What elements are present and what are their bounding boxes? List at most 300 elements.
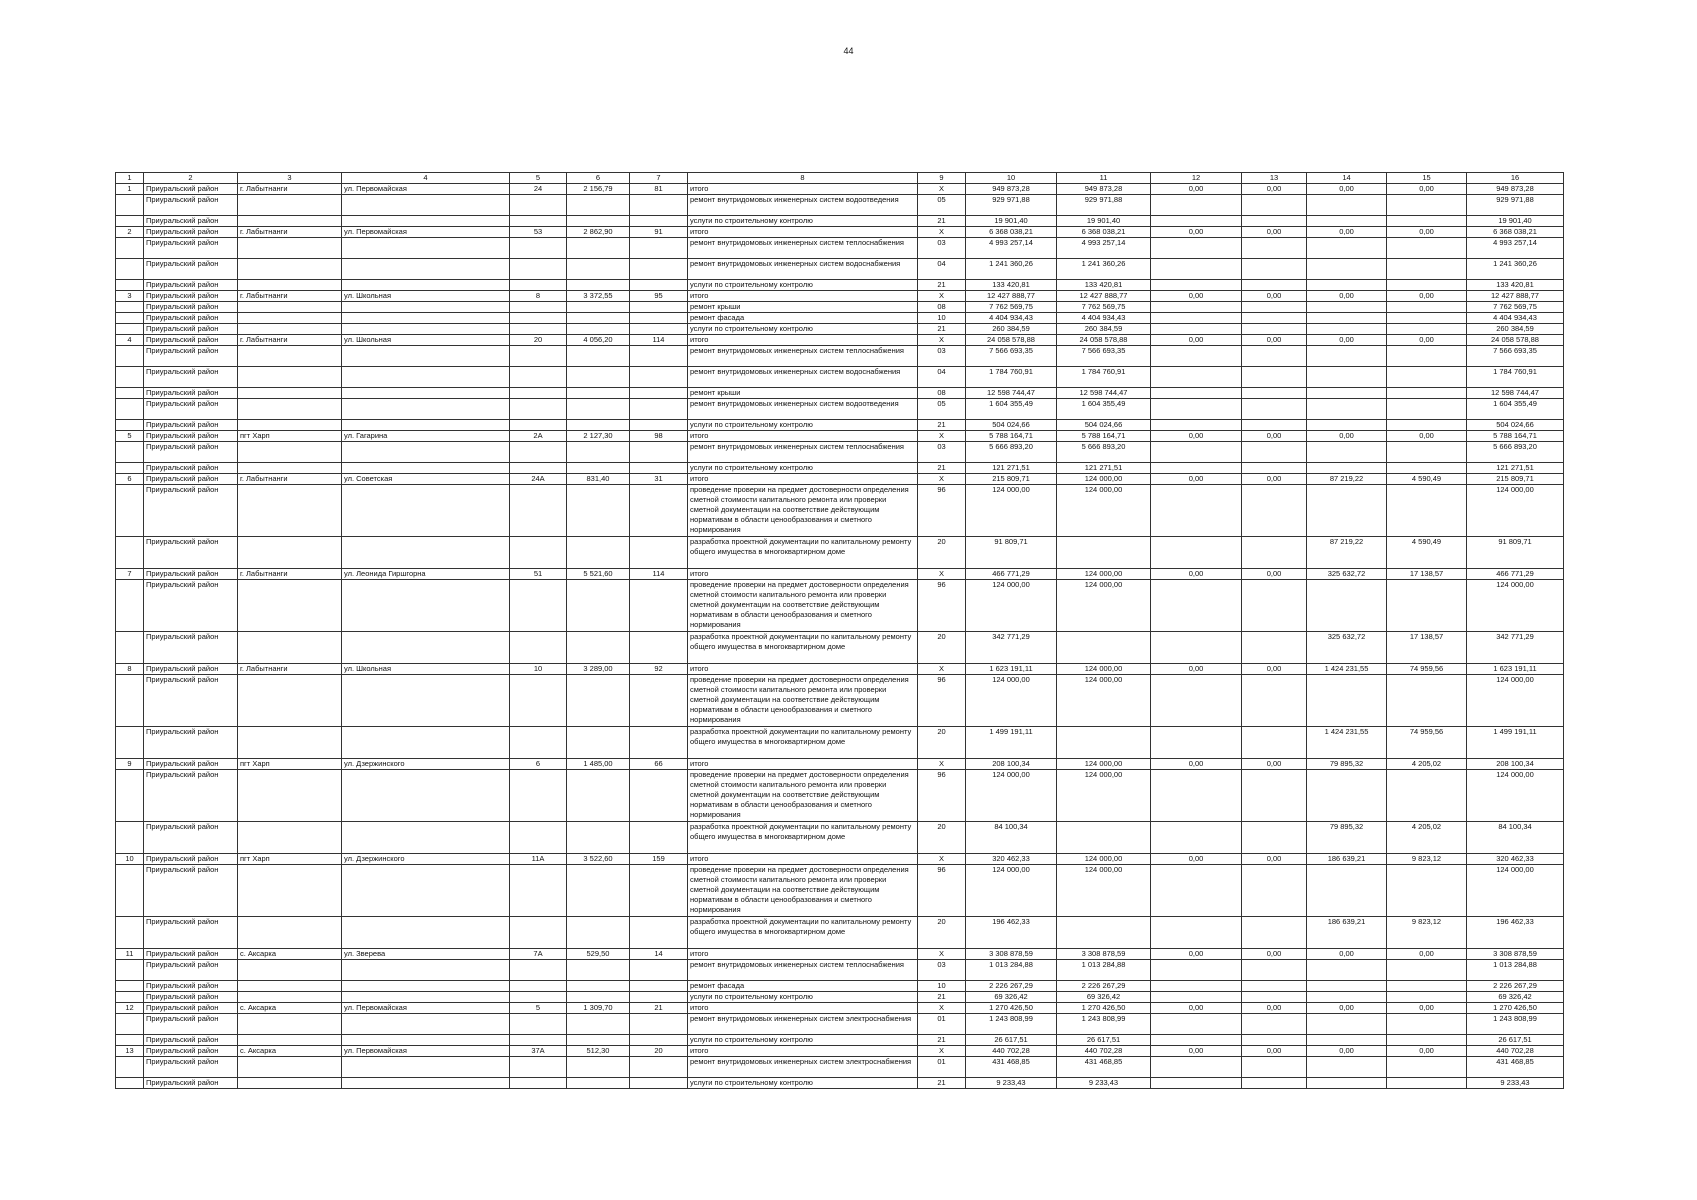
cell-num: 1 [116,184,144,195]
cell-locality: г. Лабытнанги [238,664,342,675]
cell-budget-region: 0,00 [1151,854,1242,865]
cell-fund-cost: 19 901,40 [1057,216,1151,227]
cell-work-type: ремонт внутридомовых инженерных систем электроснабжения [688,1057,918,1078]
cell-fund-cost: 2 226 267,29 [1057,981,1151,992]
cell-residents [630,917,688,949]
cell-fund-cost: 124 000,00 [1057,474,1151,485]
cell-code: 21 [918,420,966,431]
cell-house [510,727,567,759]
cell-num: 13 [116,1046,144,1057]
cell-owners-cost [1307,865,1387,917]
cell-locality: г. Лабытнанги [238,335,342,346]
cell-code: 01 [918,1014,966,1035]
cell-other-cost [1387,280,1467,291]
cell-district: Приуральский район [144,854,238,865]
cell-total-cost: 215 809,71 [966,474,1057,485]
cell-budget-region [1151,346,1242,367]
cell-budget-region [1151,960,1242,981]
cell-num [116,917,144,949]
cell-fund-cost: 124 000,00 [1057,759,1151,770]
cell-owners-cost: 0,00 [1307,949,1387,960]
cell-budget-local [1242,1035,1307,1046]
cell-street [342,1035,510,1046]
cell-total-cost: 466 771,29 [966,569,1057,580]
cell-locality [238,992,342,1003]
header-cell-3: 3 [238,173,342,184]
cell-work-type: разработка проектной документации по капитальному ремонту общего имущества в многоквартирном доме [688,537,918,569]
header-cell-15: 15 [1387,173,1467,184]
table-row [116,388,1564,399]
cell-sum-total: 4 404 934,43 [1467,313,1564,324]
table-row-total [116,431,1564,442]
cell-district: Приуральский район [144,259,238,280]
cell-num [116,632,144,664]
cell-street: ул. Зверева [342,949,510,960]
cell-area [567,367,630,388]
table-row [116,463,1564,474]
cell-fund-cost: 1 604 355,49 [1057,399,1151,420]
cell-residents: 114 [630,335,688,346]
cell-total-cost: 12 427 888,77 [966,291,1057,302]
table-row [116,917,1564,949]
cell-area [567,822,630,854]
cell-residents [630,537,688,569]
cell-code: X [918,1046,966,1057]
cell-street [342,259,510,280]
header-cell-11: 11 [1057,173,1151,184]
cell-owners-cost [1307,313,1387,324]
cell-code: X [918,759,966,770]
cell-num [116,388,144,399]
cell-sum-total: 1 013 284,88 [1467,960,1564,981]
table-row [116,1014,1564,1035]
cell-budget-local [1242,313,1307,324]
cell-owners-cost [1307,346,1387,367]
header-cell-10: 10 [966,173,1057,184]
cell-area [567,675,630,727]
cell-locality [238,313,342,324]
cell-budget-region [1151,485,1242,537]
cell-locality [238,485,342,537]
cell-work-type: услуги по строительному контролю [688,1035,918,1046]
cell-sum-total: 6 368 038,21 [1467,227,1564,238]
cell-street [342,420,510,431]
cell-total-cost: 124 000,00 [966,865,1057,917]
cell-owners-cost: 186 639,21 [1307,854,1387,865]
cell-residents [630,420,688,431]
cell-locality [238,865,342,917]
cell-street [342,388,510,399]
cell-sum-total: 7 566 693,35 [1467,346,1564,367]
header-cell-2: 2 [144,173,238,184]
cell-area [567,485,630,537]
cell-work-type: ремонт внутридомовых инженерных систем водоснабжения [688,367,918,388]
cell-other-cost: 0,00 [1387,1003,1467,1014]
cell-work-type: ремонт внутридомовых инженерных систем теплоснабжения [688,346,918,367]
table-row [116,313,1564,324]
cell-owners-cost [1307,442,1387,463]
cell-budget-local [1242,1057,1307,1078]
cell-district: Приуральский район [144,238,238,259]
cell-budget-local: 0,00 [1242,949,1307,960]
cell-residents [630,399,688,420]
cell-owners-cost: 0,00 [1307,184,1387,195]
cell-owners-cost: 0,00 [1307,1003,1387,1014]
cell-other-cost: 74 959,56 [1387,664,1467,675]
cell-house: 10 [510,664,567,675]
cell-code: 96 [918,865,966,917]
cell-work-type: ремонт внутридомовых инженерных систем теплоснабжения [688,442,918,463]
cell-locality: с. Аксарка [238,1046,342,1057]
cell-sum-total: 1 623 191,11 [1467,664,1564,675]
cell-district: Приуральский район [144,580,238,632]
cell-code: 05 [918,195,966,216]
cell-work-type: разработка проектной документации по капитальному ремонту общего имущества в многоквартирном доме [688,632,918,664]
table-row [116,259,1564,280]
cell-other-cost [1387,195,1467,216]
cell-work-type: итого [688,227,918,238]
cell-district: Приуральский район [144,291,238,302]
cell-budget-local: 0,00 [1242,1003,1307,1014]
cell-street: ул. Первомайская [342,1046,510,1057]
cell-num: 8 [116,664,144,675]
cell-budget-local: 0,00 [1242,184,1307,195]
cell-sum-total: 91 809,71 [1467,537,1564,569]
cell-residents [630,992,688,1003]
cell-street: ул. Леонида Гиршгорна [342,569,510,580]
header-cell-5: 5 [510,173,567,184]
cell-locality [238,324,342,335]
cell-locality [238,463,342,474]
cell-owners-cost [1307,195,1387,216]
cell-other-cost: 0,00 [1387,184,1467,195]
cell-area [567,259,630,280]
cell-house [510,770,567,822]
cell-other-cost [1387,302,1467,313]
cell-total-cost: 1 270 426,50 [966,1003,1057,1014]
cell-budget-local [1242,1078,1307,1089]
cell-owners-cost [1307,1014,1387,1035]
cell-budget-local [1242,632,1307,664]
cell-locality [238,388,342,399]
cell-code: 21 [918,280,966,291]
cell-work-type: услуги по строительному контролю [688,1078,918,1089]
cell-owners-cost [1307,302,1387,313]
cell-residents [630,442,688,463]
cell-residents: 98 [630,431,688,442]
header-cell-12: 12 [1151,173,1242,184]
cell-street [342,238,510,259]
cell-num [116,865,144,917]
cell-total-cost: 949 873,28 [966,184,1057,195]
cell-district: Приуральский район [144,463,238,474]
cell-budget-region [1151,1014,1242,1035]
cell-code: 04 [918,259,966,280]
cell-district: Приуральский район [144,569,238,580]
cell-fund-cost: 12 598 744,47 [1057,388,1151,399]
cell-work-type: итого [688,474,918,485]
cell-owners-cost: 186 639,21 [1307,917,1387,949]
cell-total-cost: 929 971,88 [966,195,1057,216]
cell-house: 6 [510,759,567,770]
cell-budget-region: 0,00 [1151,569,1242,580]
cell-house: 51 [510,569,567,580]
cell-budget-region: 0,00 [1151,949,1242,960]
cell-house: 37А [510,1046,567,1057]
cell-num [116,238,144,259]
cell-street [342,216,510,227]
cell-fund-cost [1057,917,1151,949]
cell-district: Приуральский район [144,727,238,759]
table-row [116,280,1564,291]
table-row [116,960,1564,981]
cell-area: 3 289,00 [567,664,630,675]
cell-house [510,388,567,399]
table-row [116,865,1564,917]
header-cell-4: 4 [342,173,510,184]
cell-code: 03 [918,960,966,981]
cell-residents: 31 [630,474,688,485]
table-row [116,420,1564,431]
cell-other-cost [1387,580,1467,632]
cell-house: 20 [510,335,567,346]
cell-total-cost: 5 666 893,20 [966,442,1057,463]
cell-locality [238,280,342,291]
cell-code: X [918,569,966,580]
table-row-total [116,1003,1564,1014]
cell-street: ул. Дзержинского [342,759,510,770]
cell-fund-cost [1057,632,1151,664]
cell-owners-cost: 0,00 [1307,1046,1387,1057]
cell-fund-cost: 1 243 808,99 [1057,1014,1151,1035]
cell-other-cost [1387,675,1467,727]
cell-owners-cost: 0,00 [1307,335,1387,346]
cell-sum-total: 133 420,81 [1467,280,1564,291]
cell-residents [630,324,688,335]
cell-total-cost: 12 598 744,47 [966,388,1057,399]
cell-locality [238,675,342,727]
cell-locality [238,1078,342,1089]
cell-fund-cost: 24 058 578,88 [1057,335,1151,346]
cell-district: Приуральский район [144,335,238,346]
cell-residents [630,1035,688,1046]
cell-area: 2 862,90 [567,227,630,238]
cell-fund-cost: 133 420,81 [1057,280,1151,291]
cell-area [567,632,630,664]
header-cell-13: 13 [1242,173,1307,184]
cell-num [116,1014,144,1035]
cell-area [567,580,630,632]
cell-street: ул. Школьная [342,664,510,675]
cell-total-cost: 342 771,29 [966,632,1057,664]
cell-budget-region: 0,00 [1151,1003,1242,1014]
table-row [116,1035,1564,1046]
cell-code: X [918,291,966,302]
cell-total-cost: 1 784 760,91 [966,367,1057,388]
cell-street [342,485,510,537]
cell-other-cost [1387,238,1467,259]
cell-budget-local [1242,1014,1307,1035]
cell-district: Приуральский район [144,346,238,367]
cell-fund-cost: 1 784 760,91 [1057,367,1151,388]
cell-district: Приуральский район [144,960,238,981]
cell-num [116,442,144,463]
cell-num [116,981,144,992]
cell-street: ул. Первомайская [342,184,510,195]
cell-locality [238,399,342,420]
cell-total-cost: 69 326,42 [966,992,1057,1003]
cell-fund-cost: 260 384,59 [1057,324,1151,335]
cell-area: 1 309,70 [567,1003,630,1014]
cell-num [116,822,144,854]
cell-code: 21 [918,992,966,1003]
cell-residents [630,960,688,981]
cell-work-type: проведение проверки на предмет достоверности определения сметной стоимости капитального ремонта или проверки сметной документации на соответствие действующим нормативам в области ценообразования и сметного нормирования [688,675,918,727]
cell-num: 7 [116,569,144,580]
cell-work-type: итого [688,854,918,865]
cell-district: Приуральский район [144,1046,238,1057]
table-row-total [116,664,1564,675]
cell-residents: 92 [630,664,688,675]
cell-residents [630,346,688,367]
cell-residents: 95 [630,291,688,302]
cell-total-cost: 91 809,71 [966,537,1057,569]
cell-owners-cost: 87 219,22 [1307,537,1387,569]
cell-budget-local [1242,259,1307,280]
cell-street [342,917,510,949]
cell-area: 529,50 [567,949,630,960]
cell-total-cost: 4 993 257,14 [966,238,1057,259]
cell-code: 96 [918,770,966,822]
cell-num: 12 [116,1003,144,1014]
cell-budget-local: 0,00 [1242,1046,1307,1057]
cell-budget-local: 0,00 [1242,227,1307,238]
cell-district: Приуральский район [144,302,238,313]
cell-house: 2А [510,431,567,442]
header-cell-1: 1 [116,173,144,184]
cell-code: 10 [918,313,966,324]
cell-district: Приуральский район [144,1035,238,1046]
cell-num [116,216,144,227]
cell-district: Приуральский район [144,388,238,399]
cell-street [342,280,510,291]
cell-locality [238,346,342,367]
cell-owners-cost [1307,463,1387,474]
cell-sum-total: 69 326,42 [1467,992,1564,1003]
cell-sum-total: 466 771,29 [1467,569,1564,580]
cell-fund-cost: 124 000,00 [1057,580,1151,632]
cell-residents: 159 [630,854,688,865]
cell-other-cost: 74 959,56 [1387,727,1467,759]
cell-work-type: ремонт фасада [688,313,918,324]
cell-sum-total: 1 499 191,11 [1467,727,1564,759]
cell-owners-cost [1307,675,1387,727]
cell-house [510,1014,567,1035]
cell-code: 08 [918,302,966,313]
cell-work-type: услуги по строительному контролю [688,216,918,227]
cell-fund-cost: 26 617,51 [1057,1035,1151,1046]
cell-other-cost: 4 590,49 [1387,474,1467,485]
cell-district: Приуральский район [144,420,238,431]
cell-work-type: ремонт внутридомовых инженерных систем водоснабжения [688,259,918,280]
cell-house [510,1057,567,1078]
cell-budget-local [1242,346,1307,367]
cell-house: 53 [510,227,567,238]
cell-residents [630,865,688,917]
cell-code: 03 [918,346,966,367]
cell-code: 96 [918,580,966,632]
cell-budget-local [1242,216,1307,227]
cell-work-type: услуги по строительному контролю [688,324,918,335]
cell-street [342,822,510,854]
header-cell-7: 7 [630,173,688,184]
cell-budget-local [1242,675,1307,727]
table-row [116,822,1564,854]
cell-other-cost [1387,313,1467,324]
cell-budget-region [1151,992,1242,1003]
cell-street [342,302,510,313]
cell-locality [238,960,342,981]
header-cell-9: 9 [918,173,966,184]
cell-fund-cost: 5 788 164,71 [1057,431,1151,442]
cell-owners-cost [1307,1035,1387,1046]
cell-residents [630,580,688,632]
table-row [116,367,1564,388]
cell-residents [630,313,688,324]
cell-owners-cost [1307,388,1387,399]
cell-residents [630,632,688,664]
cell-total-cost: 1 243 808,99 [966,1014,1057,1035]
cell-total-cost: 196 462,33 [966,917,1057,949]
cell-house [510,238,567,259]
cell-budget-local [1242,960,1307,981]
cell-num [116,580,144,632]
cell-total-cost: 19 901,40 [966,216,1057,227]
cell-district: Приуральский район [144,195,238,216]
cell-sum-total: 12 598 744,47 [1467,388,1564,399]
cell-other-cost: 0,00 [1387,1046,1467,1057]
cell-owners-cost [1307,992,1387,1003]
cell-street [342,442,510,463]
cell-street [342,195,510,216]
cell-house [510,822,567,854]
cell-other-cost [1387,1078,1467,1089]
cell-code: 08 [918,388,966,399]
cell-area [567,238,630,259]
cell-work-type: ремонт фасада [688,981,918,992]
cell-residents: 20 [630,1046,688,1057]
cell-residents: 66 [630,759,688,770]
cell-budget-region [1151,917,1242,949]
cell-owners-cost [1307,238,1387,259]
cell-fund-cost: 124 000,00 [1057,664,1151,675]
cell-budget-local: 0,00 [1242,291,1307,302]
cell-other-cost: 4 205,02 [1387,822,1467,854]
cell-fund-cost: 1 013 284,88 [1057,960,1151,981]
cell-budget-region [1151,324,1242,335]
cell-area [567,537,630,569]
cell-residents [630,463,688,474]
table-row [116,485,1564,537]
cell-owners-cost [1307,324,1387,335]
cell-other-cost [1387,324,1467,335]
cell-area [567,865,630,917]
cell-budget-local [1242,302,1307,313]
cell-street [342,865,510,917]
cell-locality [238,238,342,259]
cell-work-type: итого [688,1003,918,1014]
cell-district: Приуральский район [144,632,238,664]
